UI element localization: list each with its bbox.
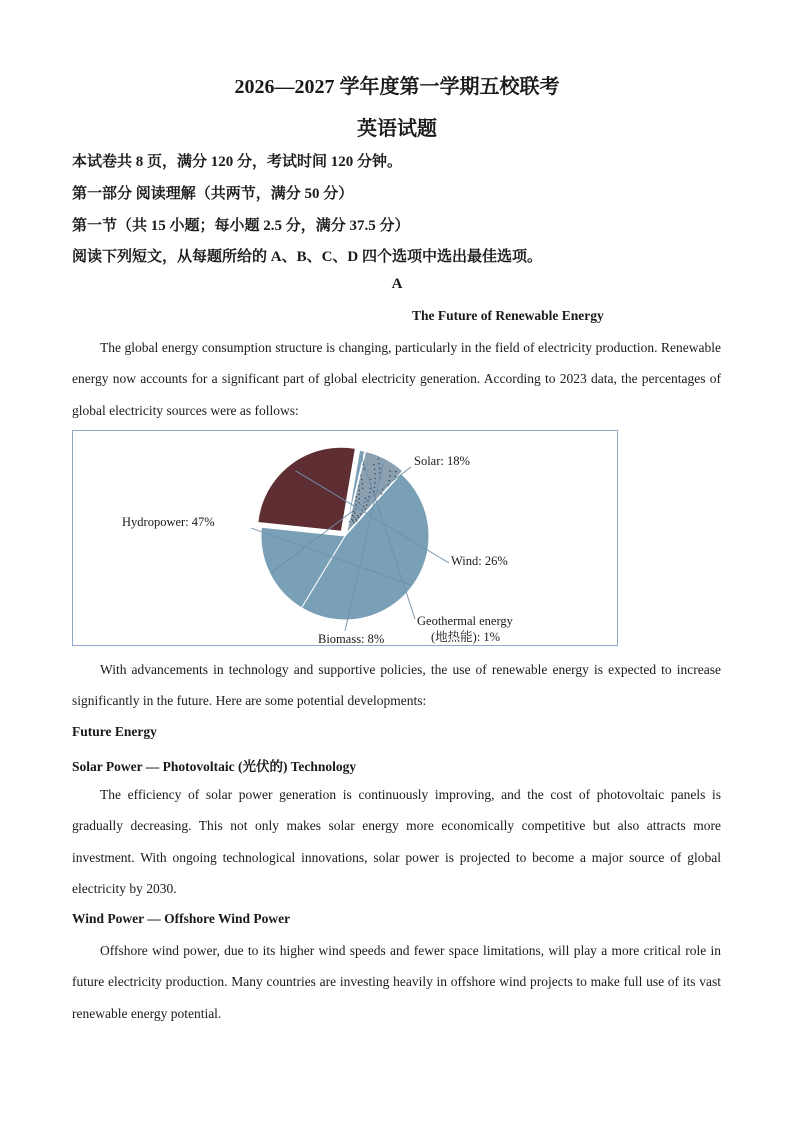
pie-chart (72, 430, 618, 646)
pie-slice-texture (353, 522, 354, 523)
pie-slice-texture (374, 473, 375, 474)
pie-slice (258, 447, 356, 531)
pie-slice-texture (378, 463, 379, 464)
pie-slice-label: Hydropower: 47% (122, 515, 215, 529)
pie-slice-texture (378, 458, 379, 459)
pie-slice-texture (367, 500, 368, 501)
wind-paragraph-text: Offshore wind power, due to its higher wind speeds and fewer space limitations, will play a more critical role in future electricity production. Many countries are investing heavily in offshore wind projects to make full use of its vast renewable energy potential. (72, 943, 721, 1021)
pie-slice-texture (360, 474, 361, 475)
pie-slice-texture (365, 498, 366, 499)
instruction-line: 本试卷共 8 页，满分 120 分，考试时间 120 分钟。 (72, 154, 403, 170)
pie-slice-texture (394, 476, 395, 477)
pie-slice-texture (374, 482, 375, 483)
pie-slice-texture (374, 487, 375, 488)
pie-slice-label: Wind: 26% (451, 554, 508, 568)
pie-slice-texture (390, 471, 391, 472)
pie-slice-texture (352, 520, 353, 521)
pie-slice-texture (368, 496, 369, 497)
wind-heading: Wind Power — Offshore Wind Power (72, 911, 291, 926)
solar-paragraph-text: The efficiency of solar power generation is continuously improving, and the cost of photovoltaic panels is gradually decreasing. This not only makes solar energy more economically competitive but also attracts more investment. With ongoing technological innovations, solar power is projected to become a major source of global electricity by 2030. (72, 787, 721, 896)
intro-paragraph (72, 332, 721, 426)
pie-slice-texture (360, 513, 361, 514)
pie-slice-texture (352, 515, 353, 516)
pie-slice-texture (356, 496, 357, 497)
solar-heading: Solar Power — Photovoltaic (光伏的) Technology (72, 759, 357, 774)
pie-slice-texture (361, 479, 362, 480)
pie-slice-label (417, 614, 514, 644)
pie-slice-texture (359, 490, 360, 491)
pie-slice-label: Biomass: 8% (318, 632, 385, 646)
pie-slice-texture (358, 502, 359, 503)
solar-paragraph (72, 779, 721, 904)
pie-slice-texture (395, 471, 396, 472)
pie-slice-texture (363, 506, 364, 507)
paragraph-2-text: With advancements in technology and supportive policies, the use of renewable energy is expected to increase significantly in the future. Here are some potential developments: (72, 662, 721, 709)
wind-paragraph (72, 935, 721, 1029)
pie-slice-texture (358, 517, 359, 518)
instruction-line: 第一部分 阅读理解（共两节，满分 50 分） (72, 186, 354, 202)
pie-slice-label: Solar: 18% (414, 454, 470, 468)
pie-slice-texture (355, 519, 356, 520)
pie-slice-texture (351, 519, 352, 520)
pie-slice-texture (358, 485, 359, 486)
pie-slice-texture (357, 515, 358, 516)
pie-slice-label-line: (地热能): 1% (431, 630, 501, 644)
pie-slice-texture (362, 483, 363, 484)
section-letter: A (391, 276, 403, 292)
pie-slice-texture (370, 488, 371, 489)
pie-slice-texture (389, 480, 390, 481)
pie-slice-texture (354, 512, 355, 513)
pie-slice-texture (370, 479, 371, 480)
pie-slice-texture (364, 468, 365, 469)
pie-slice-texture (353, 516, 354, 517)
pie-slice-texture (373, 464, 374, 465)
pie-slice-texture (359, 494, 360, 495)
pie-slice-texture (365, 508, 366, 509)
pie-slice-texture (355, 504, 356, 505)
passage-title: The Future of Renewable Energy (412, 308, 604, 323)
pie-slice-texture (356, 520, 357, 521)
pie-slice-texture (379, 468, 380, 469)
pie-slice-texture (369, 492, 370, 493)
pie-slice-texture (356, 500, 357, 501)
future-energy-heading: Future Energy (72, 724, 157, 739)
pie-slice-texture (374, 478, 375, 479)
instruction-line: 阅读下列短文，从每题所给的 A、B、C、D 四个选项中选出最佳选项。 (72, 249, 543, 265)
pie-slice-label-line: Geothermal energy (417, 614, 513, 628)
intro-paragraph-text: The global energy consumption structure is changing, particularly in the field of electricity production. Renewable energy now accounts for a significant part of global electricity generation. According to 2023 data, the percentages of global electricity sources were as follows: (72, 340, 721, 418)
pie-chart-svg (73, 431, 619, 647)
pie-slice-texture (374, 469, 375, 470)
instruction-line: 第一节（共 15 小题；每小题 2.5 分，满分 37.5 分） (72, 218, 410, 234)
subject-title: 英语试题 (357, 118, 437, 140)
pie-slice-texture (366, 504, 367, 505)
pie-slice-texture (362, 488, 363, 489)
exam-title: 2026—2027 学年度第一学期五校联考 (234, 76, 560, 98)
pie-slice-texture (359, 498, 360, 499)
paragraph-2 (72, 654, 721, 717)
pie-slice-texture (381, 493, 382, 494)
pie-slice-texture (389, 475, 390, 476)
